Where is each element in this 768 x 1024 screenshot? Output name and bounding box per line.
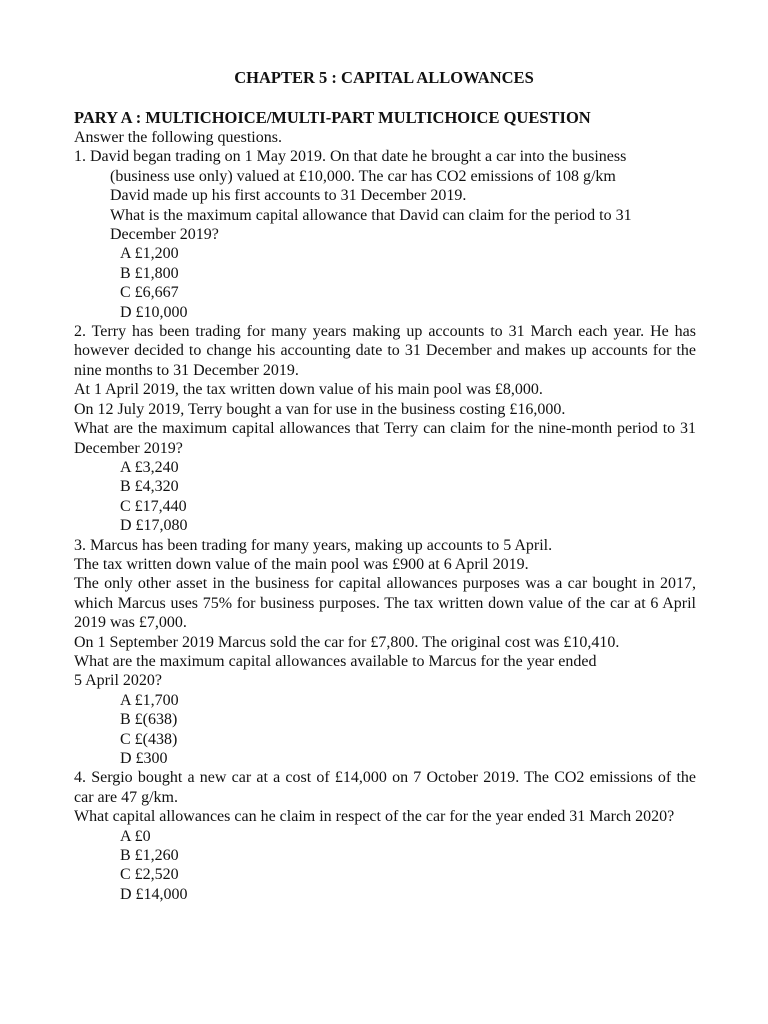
question-2-option-a: A £3,240 (120, 458, 179, 476)
question-1-line-1: 1. David began trading on 1 May 2019. On that date he brought a car into the business (74, 148, 627, 166)
question-4-prompt: What capital allowances can he claim in respect of the car for the year ended 31 March 2020? (74, 808, 675, 826)
question-3 (74, 536, 696, 769)
question-2-van-purchase: On 12 July 2019, Terry bought a van for use in the business costing £16,000. (74, 400, 566, 418)
question-1-line-2: (business use only) valued at £10,000. The car has CO2 emissions of 108 g/km (110, 167, 616, 185)
question-1 (74, 147, 696, 322)
intro-text: Answer the following questions. (74, 129, 282, 146)
question-3-prompt-line-1: What are the maximum capital allowances available to Marcus for the year ended (74, 652, 597, 670)
question-1-line-4: What is the maximum capital allowance that David can claim for the period to 31 (110, 206, 632, 224)
question-3-option-d: D £300 (120, 750, 168, 767)
question-3-prompt-line-2: 5 April 2020? (74, 672, 162, 690)
question-3-option-c: C £(438) (120, 730, 178, 748)
question-4-option-b: B £1,260 (120, 847, 179, 865)
question-4-option-d: D £14,000 (120, 885, 188, 903)
question-1-option-c: C £6,667 (120, 284, 179, 302)
question-4-option-a: A £0 (120, 827, 151, 845)
chapter-title: CHAPTER 5 : CAPITAL ALLOWANCES (234, 68, 534, 87)
question-4-stem: 4. Sergio bought a new car at a cost of £14,000 on 7 October 2019. The CO2 emissions of the car are 47 g/km. (74, 769, 696, 806)
question-3-pool-value: The tax written down value of the main pool was £900 at 6 April 2019. (74, 555, 529, 573)
question-1-line-3: David made up his first accounts to 31 December 2019. (110, 187, 467, 205)
question-3-car-sale: On 1 September 2019 Marcus sold the car for £7,800. The original cost was £10,410. (74, 633, 620, 651)
question-3-stem: 3. Marcus has been trading for many years, making up accounts to 5 April. (74, 536, 553, 554)
questions-body (74, 128, 696, 904)
question-4-option-c: C £2,520 (120, 866, 179, 884)
question-3-car-asset: The only other asset in the business for capital allowances purposes was a car bought in 2017, which Marcus uses 75% for business purposes. The tax written down value of the car at 6 April 2019 was £7,000. (74, 575, 696, 632)
question-1-option-d: D £10,000 (120, 303, 188, 321)
question-1-option-b: B £1,800 (120, 264, 179, 282)
question-3-option-a: A £1,700 (120, 691, 179, 709)
question-1-option-a: A £1,200 (120, 245, 179, 263)
question-2-prompt: What are the maximum capital allowances that Terry can claim for the nine-month period to 31 December 2019? (74, 420, 696, 457)
question-2-stem: 2. Terry has been trading for many years making up accounts to 31 March each year. He has however decided to change his accounting date to 31 December and makes up accounts for the nine months to 31 December 2019. (74, 323, 696, 379)
question-2-option-b: B £4,320 (120, 478, 179, 496)
question-2-option-c: C £17,440 (120, 497, 187, 515)
question-3-option-b: B £(638) (120, 711, 178, 729)
question-4 (74, 768, 696, 904)
question-2-option-d: D £17,080 (120, 517, 188, 535)
part-heading: PARY A : MULTICHOICE/MULTI-PART MULTICHOICE QUESTION (74, 108, 591, 127)
question-2 (74, 322, 696, 535)
question-1-line-5: December 2019? (110, 226, 219, 244)
question-2-pool-value: At 1 April 2019, the tax written down value of his main pool was £8,000. (74, 381, 543, 399)
